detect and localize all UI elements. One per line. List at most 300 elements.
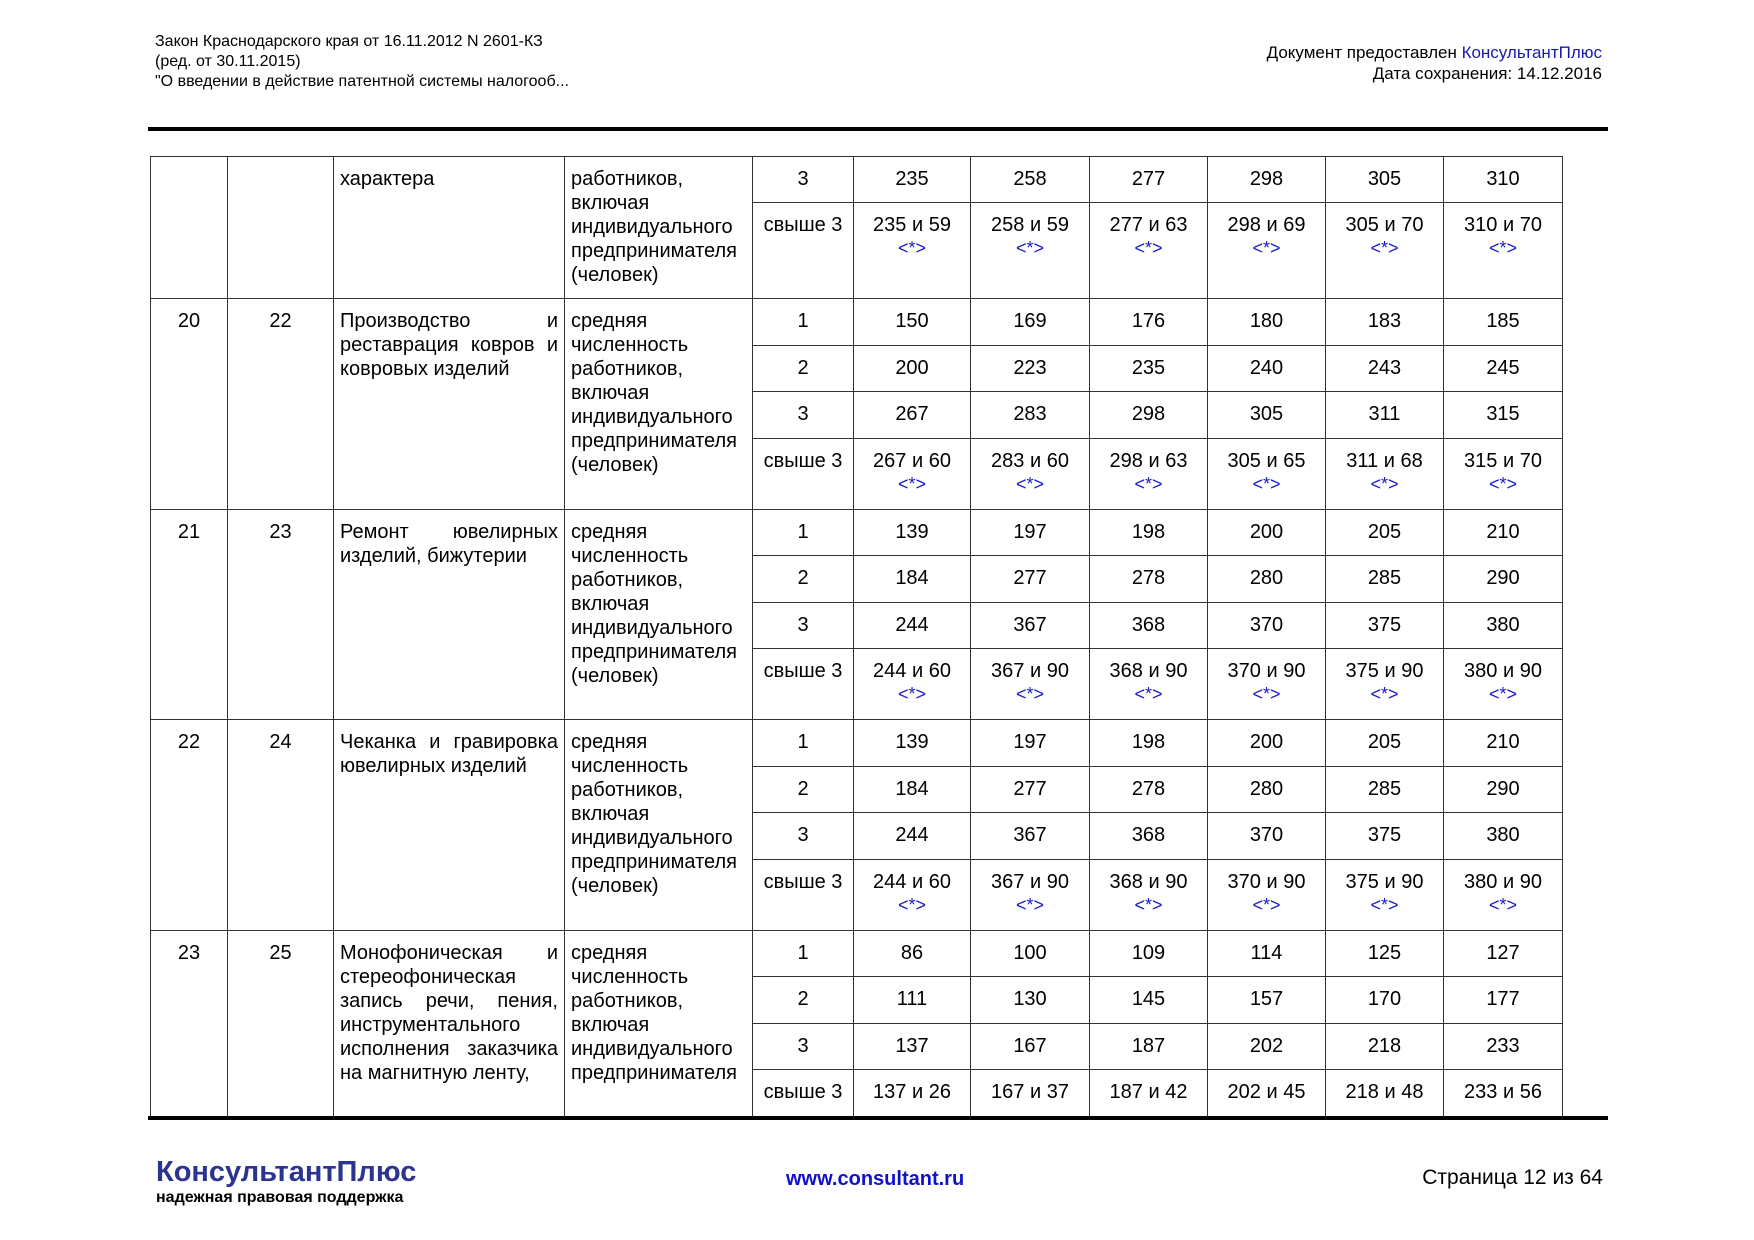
num-cell-text: 22 <box>177 731 201 753</box>
value-cell-text: 86 <box>900 941 924 964</box>
count-cell <box>753 602 854 649</box>
count-cell <box>753 345 854 392</box>
table-row <box>151 720 1563 767</box>
value-cell <box>971 766 1090 813</box>
value-cell-text: 139 <box>895 731 929 753</box>
value-cell-text: 177 <box>1486 988 1520 1010</box>
value-cell-text: 137 и 26 <box>873 1081 951 1103</box>
value-cell <box>1444 720 1563 767</box>
footnote-ref-link[interactable]: <*> <box>897 684 927 704</box>
value-cell <box>1208 1070 1326 1117</box>
value-cell <box>1208 813 1326 860</box>
value-cell <box>854 813 971 860</box>
value-cell-text: 380 <box>1486 613 1520 636</box>
value-cell <box>1208 438 1326 509</box>
table-row <box>151 930 1563 977</box>
num-cell-text: 20 <box>177 310 201 332</box>
count-cell-text: 2 <box>797 777 809 800</box>
logo-tagline: надежная правовая поддержка <box>156 1189 404 1206</box>
activity-cell <box>334 299 565 510</box>
value-cell-text: 277 <box>1131 168 1166 190</box>
value-cell-text: 210 <box>1486 731 1520 753</box>
value-cell-text: 280 <box>1249 777 1284 800</box>
activity-cell <box>334 930 565 1116</box>
value-cell <box>1090 930 1208 977</box>
code-cell <box>228 720 334 931</box>
value-cell <box>1444 977 1563 1024</box>
footnote-ref-link[interactable]: <*> <box>1252 894 1281 915</box>
code-cell-text: 23 <box>269 520 292 543</box>
footnote-ref-link[interactable]: <*> <box>1252 473 1281 494</box>
code-cell <box>228 930 334 1116</box>
value-cell-text: 277 и 63 <box>1109 214 1188 236</box>
value-cell-text: 380 и 90 <box>1464 660 1542 682</box>
value-cell <box>1208 602 1326 649</box>
value-cell-text: 368 <box>1131 613 1166 636</box>
value-cell-text: 277 <box>1013 777 1047 800</box>
value-cell <box>854 157 971 203</box>
count-cell <box>753 556 854 603</box>
value-cell <box>854 556 971 603</box>
value-cell <box>1208 720 1326 767</box>
value-cell-text: 290 <box>1486 567 1520 589</box>
count-cell <box>753 813 854 860</box>
value-cell <box>1090 509 1208 556</box>
value-cell <box>1326 509 1444 556</box>
count-cell <box>753 299 854 346</box>
value-cell <box>971 509 1090 556</box>
count-cell-text: 2 <box>797 356 809 379</box>
value-cell-text: 125 <box>1367 941 1402 964</box>
value-cell <box>1444 509 1563 556</box>
value-cell <box>971 392 1090 439</box>
value-cell <box>1090 813 1208 860</box>
value-cell-text: 368 и 90 <box>1109 870 1188 893</box>
value-cell-text: 100 <box>1013 941 1047 964</box>
value-cell <box>1326 930 1444 977</box>
value-cell-text: 235 <box>895 168 929 190</box>
value-cell-text: 114 <box>1250 941 1283 964</box>
value-cell-text: 202 <box>1249 1034 1284 1057</box>
indicator-cell-text: средняя численность работников, включая индивидуального предпринимателя (человек) <box>571 731 737 897</box>
value-cell <box>1090 157 1208 203</box>
value-cell <box>1444 649 1563 720</box>
value-cell-text: 267 <box>895 403 929 425</box>
count-cell <box>753 859 854 930</box>
value-cell <box>1090 602 1208 649</box>
value-cell <box>1444 345 1563 392</box>
count-cell-text: 1 <box>797 520 809 543</box>
count-cell <box>753 720 854 767</box>
value-cell <box>854 509 971 556</box>
footnote-ref-link[interactable]: <*> <box>1015 473 1045 494</box>
value-cell-text: 127 <box>1486 941 1520 964</box>
value-cell <box>1090 859 1208 930</box>
value-cell-text: 298 <box>1131 403 1166 425</box>
value-cell <box>1208 859 1326 930</box>
value-cell <box>1444 602 1563 649</box>
value-cell <box>854 345 971 392</box>
value-cell <box>1090 203 1208 299</box>
value-cell-text: 202 и 45 <box>1227 1081 1306 1103</box>
value-cell-text: 380 и 90 <box>1464 870 1542 893</box>
value-cell <box>971 977 1090 1024</box>
provider-brand-link[interactable]: КонсультантПлюс <box>1461 43 1602 62</box>
code-cell <box>228 157 334 299</box>
value-cell <box>1090 299 1208 346</box>
value-cell <box>1208 345 1326 392</box>
provider-info <box>1267 42 1602 84</box>
footnote-ref-link[interactable]: <*> <box>1134 473 1163 494</box>
indicator-cell-text: средняя численность работников, включая индивидуального предпринимателя (человек) <box>571 520 737 687</box>
value-cell <box>1444 392 1563 439</box>
value-cell-text: 305 и 70 <box>1345 214 1424 236</box>
value-cell-text: 368 и 90 <box>1109 660 1188 682</box>
value-cell <box>1326 649 1444 720</box>
value-cell <box>1208 157 1326 203</box>
value-cell-text: 380 <box>1486 824 1520 846</box>
footnote-ref-link[interactable]: <*> <box>1015 684 1045 704</box>
value-cell-text: 223 <box>1013 356 1047 379</box>
value-cell <box>1326 766 1444 813</box>
value-cell <box>1326 602 1444 649</box>
count-cell <box>753 766 854 813</box>
value-cell <box>1326 977 1444 1024</box>
count-cell-text: 1 <box>797 731 809 753</box>
value-cell-text: 367 и 90 <box>991 870 1069 893</box>
value-cell-text: 310 <box>1486 168 1520 190</box>
header-divider <box>148 127 1608 131</box>
value-cell <box>1326 299 1444 346</box>
value-cell <box>1208 392 1326 439</box>
value-cell-text: 240 <box>1249 356 1284 379</box>
value-cell-text: 185 <box>1486 310 1520 332</box>
value-cell-text: 176 <box>1131 310 1166 332</box>
value-cell-text: 277 <box>1013 567 1047 589</box>
value-cell <box>1208 1023 1326 1070</box>
value-cell-text: 267 и 60 <box>873 449 951 472</box>
value-cell-text: 298 и 63 <box>1109 449 1188 472</box>
value-cell-text: 109 <box>1131 941 1166 964</box>
value-cell <box>1326 438 1444 509</box>
value-cell <box>1208 509 1326 556</box>
footnote-ref-link[interactable]: <*> <box>1488 684 1518 704</box>
value-cell-text: 245 <box>1486 356 1520 379</box>
value-cell <box>854 392 971 439</box>
value-cell-text: 184 <box>895 777 929 800</box>
value-cell-text: 311 и 68 <box>1346 449 1423 472</box>
code-cell-text: 25 <box>269 941 292 964</box>
value-cell-text: 367 и 90 <box>991 660 1069 682</box>
count-cell <box>753 438 854 509</box>
value-cell-text: 315 и 70 <box>1464 449 1542 472</box>
value-cell-text: 198 <box>1131 520 1166 543</box>
value-cell-text: 311 <box>1368 403 1401 425</box>
count-cell-text: 3 <box>797 168 809 190</box>
value-cell-text: 210 <box>1486 520 1520 543</box>
value-cell <box>1208 556 1326 603</box>
indicator-cell <box>565 299 753 510</box>
value-cell-text: 137 <box>895 1034 929 1057</box>
count-cell <box>753 1023 854 1070</box>
value-cell-text: 305 <box>1367 168 1402 190</box>
footnote-ref-link[interactable]: <*> <box>1370 238 1399 258</box>
footnote-ref-link[interactable]: <*> <box>1252 238 1281 258</box>
value-cell-text: 235 <box>1131 356 1166 379</box>
value-cell-text: 157 <box>1249 988 1284 1010</box>
value-cell <box>854 720 971 767</box>
value-cell-text: 370 и 90 <box>1227 870 1306 893</box>
value-cell <box>971 438 1090 509</box>
value-cell <box>1444 1070 1563 1117</box>
value-cell <box>1444 556 1563 603</box>
value-cell-text: 218 и 48 <box>1345 1081 1424 1103</box>
value-cell-text: 258 <box>1013 168 1047 190</box>
value-cell <box>1326 1070 1444 1117</box>
value-cell-text: 198 <box>1131 731 1166 753</box>
activity-cell-text: Производство и реставрация ковров и ковровых изделий <box>340 310 558 380</box>
value-cell-text: 375 и 90 <box>1345 870 1424 893</box>
value-cell-text: 167 и 37 <box>991 1081 1069 1103</box>
value-cell <box>1208 203 1326 299</box>
value-cell <box>1090 720 1208 767</box>
value-cell-text: 183 <box>1367 310 1402 332</box>
footnote-ref-link[interactable]: <*> <box>1370 684 1399 704</box>
num-cell-text: 21 <box>177 520 201 543</box>
value-cell-text: 298 <box>1249 168 1284 190</box>
count-cell-text: свыше 3 <box>763 660 843 682</box>
value-cell <box>1090 556 1208 603</box>
value-cell-text: 315 <box>1486 403 1520 425</box>
title-line-2: (ред. от 30.11.2015) <box>155 53 301 70</box>
value-cell <box>1326 157 1444 203</box>
value-cell <box>1444 1023 1563 1070</box>
value-cell-text: 205 <box>1367 731 1402 753</box>
value-cell-text: 244 и 60 <box>873 660 951 682</box>
value-cell <box>1090 1070 1208 1117</box>
value-cell-text: 139 <box>895 520 929 543</box>
value-cell-text: 285 <box>1367 567 1402 589</box>
value-cell-text: 278 <box>1131 567 1166 589</box>
count-cell-text: 3 <box>797 1034 809 1057</box>
footnote-ref-link[interactable]: <*> <box>897 894 927 915</box>
value-cell <box>1326 813 1444 860</box>
value-cell-text: 187 и 42 <box>1109 1081 1188 1103</box>
value-cell-text: 305 и 65 <box>1227 449 1306 472</box>
value-cell <box>1444 766 1563 813</box>
value-cell <box>1444 157 1563 203</box>
num-cell <box>151 930 228 1116</box>
value-cell <box>1208 766 1326 813</box>
footnote-ref-link[interactable]: <*> <box>1134 894 1163 915</box>
count-cell <box>753 930 854 977</box>
value-cell-text: 145 <box>1131 988 1166 1010</box>
indicator-cell <box>565 930 753 1116</box>
value-cell-text: 283 и 60 <box>991 449 1069 472</box>
count-cell-text: свыше 3 <box>763 214 843 236</box>
count-cell <box>753 203 854 299</box>
value-cell-text: 184 <box>895 567 929 589</box>
code-cell <box>228 299 334 510</box>
value-cell-text: 235 и 59 <box>873 214 951 236</box>
value-cell-text: 187 <box>1131 1034 1166 1057</box>
value-cell <box>1208 977 1326 1024</box>
count-cell-text: 3 <box>797 403 809 425</box>
count-cell <box>753 509 854 556</box>
footnote-ref-link[interactable]: <*> <box>1488 894 1518 915</box>
code-cell <box>228 509 334 720</box>
save-date: Дата сохранения: 14.12.2016 <box>1372 64 1602 83</box>
count-cell <box>753 977 854 1024</box>
value-cell <box>854 438 971 509</box>
value-cell <box>854 1070 971 1117</box>
value-cell <box>1444 930 1563 977</box>
value-cell <box>1326 859 1444 930</box>
value-cell-text: 233 и 56 <box>1464 1081 1542 1103</box>
count-cell <box>753 392 854 439</box>
value-cell <box>971 157 1090 203</box>
value-cell-text: 244 <box>895 613 929 636</box>
value-cell-text: 370 и 90 <box>1227 660 1306 682</box>
value-cell <box>1326 556 1444 603</box>
title-line-3: "О введении в действие патентной системы налогооб... <box>155 73 569 90</box>
activity-cell-text: Чеканка и гравировка ювелирных изделий <box>340 731 558 777</box>
value-cell-text: 258 и 59 <box>991 214 1069 236</box>
footnote-ref-link[interactable]: <*> <box>1134 238 1163 258</box>
value-cell-text: 283 <box>1013 403 1047 425</box>
footnote-ref-link[interactable]: <*> <box>1370 473 1399 494</box>
value-cell <box>854 602 971 649</box>
value-cell-text: 200 <box>895 356 929 379</box>
value-cell-text: 375 <box>1367 824 1402 846</box>
code-cell-text: 24 <box>269 731 292 753</box>
value-cell-text: 368 <box>1131 824 1166 846</box>
footer-divider <box>148 1116 1608 1120</box>
value-cell-text: 200 <box>1249 731 1284 753</box>
value-cell <box>854 299 971 346</box>
footnote-ref-link[interactable]: <*> <box>1488 473 1518 494</box>
indicator-cell-text: средняя численность работников, включая индивидуального предпринимателя <box>571 941 737 1084</box>
count-cell-text: свыше 3 <box>763 870 843 893</box>
title-line-1: Закон Краснодарского края от 16.11.2012 N 2601-КЗ <box>155 33 543 50</box>
value-cell <box>971 556 1090 603</box>
indicator-cell <box>565 157 753 299</box>
count-cell-text: 2 <box>797 988 809 1010</box>
value-cell-text: 167 <box>1013 1034 1047 1057</box>
footnote-ref-link[interactable]: <*> <box>1015 238 1045 258</box>
value-cell <box>1444 813 1563 860</box>
value-cell-text: 370 <box>1249 613 1284 636</box>
value-cell-text: 310 и 70 <box>1464 214 1542 236</box>
value-cell <box>1090 649 1208 720</box>
value-cell <box>854 977 971 1024</box>
value-cell <box>971 299 1090 346</box>
value-cell <box>1208 299 1326 346</box>
value-cell-text: 298 и 69 <box>1227 214 1306 236</box>
value-cell <box>1326 720 1444 767</box>
count-cell <box>753 649 854 720</box>
value-cell-text: 200 <box>1249 520 1284 543</box>
value-cell <box>854 1023 971 1070</box>
value-cell-text: 367 <box>1013 613 1047 636</box>
value-cell-text: 197 <box>1013 731 1047 753</box>
num-cell-text: 23 <box>177 941 201 964</box>
value-cell-text: 280 <box>1249 567 1284 589</box>
value-cell-text: 285 <box>1367 777 1402 800</box>
value-cell-text: 170 <box>1367 988 1402 1010</box>
count-cell-text: свыше 3 <box>763 1081 843 1103</box>
count-cell-text: 3 <box>797 613 809 636</box>
value-cell <box>854 859 971 930</box>
value-cell <box>854 930 971 977</box>
value-cell-text: 243 <box>1367 356 1402 379</box>
count-cell-text: 3 <box>797 824 809 846</box>
num-cell <box>151 720 228 931</box>
value-cell-text: 367 <box>1013 824 1047 846</box>
logo-name: КонсультантПлюс <box>156 1156 417 1188</box>
footnote-ref-link[interactable]: <*> <box>1252 684 1281 704</box>
value-cell <box>971 345 1090 392</box>
activity-cell-text: Монофоническая и стереофоническая запись речи, пения, инструментального исполнения заказчика на магнитную ленту, <box>340 941 558 1084</box>
count-cell-text: 2 <box>797 567 809 589</box>
value-cell-text: 218 <box>1367 1034 1402 1057</box>
value-cell-text: 375 и 90 <box>1345 660 1424 682</box>
activity-cell-text: Ремонт ювелирных изделий, бижутерии <box>340 520 558 567</box>
value-cell <box>1444 438 1563 509</box>
num-cell <box>151 509 228 720</box>
value-cell-text: 169 <box>1013 310 1047 332</box>
value-cell <box>1090 977 1208 1024</box>
footnote-ref-link[interactable]: <*> <box>897 473 927 494</box>
website-link[interactable]: www.consultant.ru <box>786 1168 965 1190</box>
activity-cell-text: характера <box>340 168 435 190</box>
value-cell-text: 244 <box>895 824 929 846</box>
provided-prefix: Документ предоставлен <box>1266 43 1462 62</box>
value-cell <box>971 1023 1090 1070</box>
value-cell-text: 290 <box>1486 777 1520 800</box>
value-cell-text: 305 <box>1249 403 1284 425</box>
activity-cell <box>334 157 565 299</box>
activity-cell <box>334 720 565 931</box>
value-cell <box>1090 766 1208 813</box>
value-cell <box>1090 1023 1208 1070</box>
activity-cell <box>334 509 565 720</box>
count-cell-text: свыше 3 <box>763 449 843 472</box>
value-cell <box>854 649 971 720</box>
value-cell <box>971 930 1090 977</box>
value-cell <box>1444 299 1563 346</box>
footnote-ref-link[interactable]: <*> <box>1015 894 1045 915</box>
num-cell <box>151 299 228 510</box>
value-cell <box>854 203 971 299</box>
indicator-cell <box>565 509 753 720</box>
footnote-ref-link[interactable]: <*> <box>1488 238 1518 258</box>
value-cell <box>1326 203 1444 299</box>
value-cell <box>1444 203 1563 299</box>
footnote-ref-link[interactable]: <*> <box>1134 684 1163 704</box>
value-cell-text: 375 <box>1367 613 1402 636</box>
value-cell <box>1208 930 1326 977</box>
table-row <box>151 157 1563 203</box>
value-cell-text: 278 <box>1131 777 1166 800</box>
table-row <box>151 299 1563 346</box>
footnote-ref-link[interactable]: <*> <box>897 238 927 258</box>
value-cell <box>971 720 1090 767</box>
consultant-logo <box>156 1156 416 1208</box>
value-cell-text: 233 <box>1486 1034 1520 1057</box>
footnote-ref-link[interactable]: <*> <box>1370 894 1399 915</box>
table-row <box>151 509 1563 556</box>
